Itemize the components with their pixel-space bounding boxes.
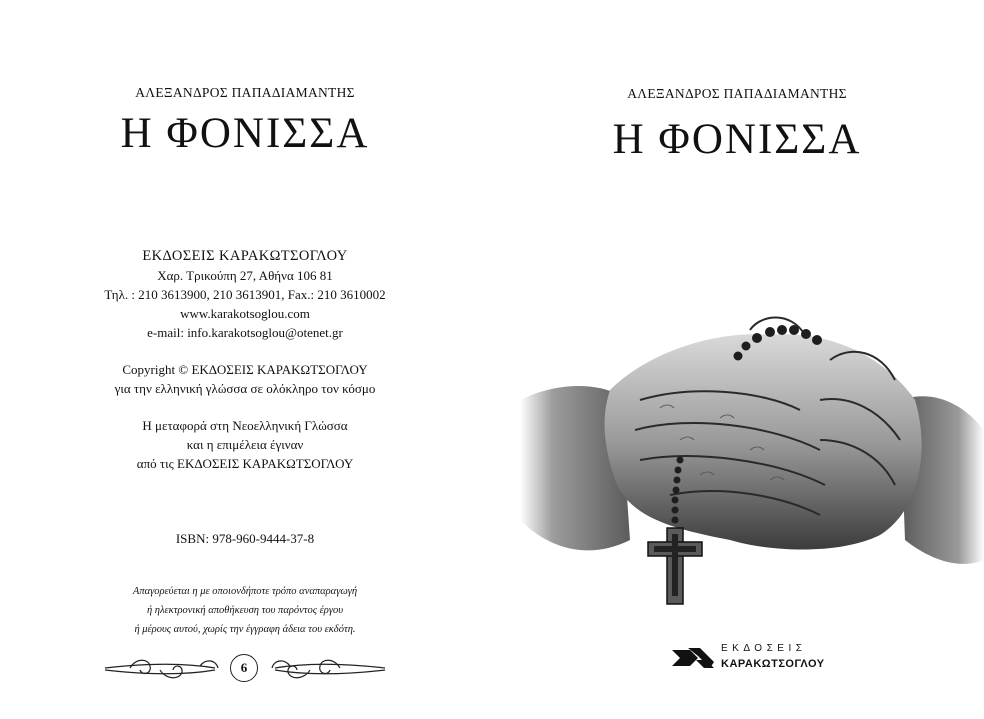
notice-line-1: Απαγορεύεται η με οποιονδήποτε τρόπο αναπαραγωγή bbox=[132, 586, 358, 597]
publisher-phones: Τηλ. : 210 3613900, 210 3613901, Fax.: 210 3610002 bbox=[104, 287, 386, 302]
notice-line-2: ή ηλεκτρονική αποθήκευση του παρόντος έργου bbox=[146, 605, 344, 616]
publisher-website: www.karakotsoglou.com bbox=[180, 306, 310, 321]
left-page bbox=[0, 0, 490, 719]
right-page bbox=[490, 0, 984, 719]
logo-text-publishing: ΕΚΔΟΣΕΙΣ bbox=[721, 643, 807, 654]
book-title-cover: Η ΦΟΝΙΣΣΑ bbox=[612, 116, 862, 163]
translation-line-1: Η μεταφορά στη Νεοελληνική Γλώσσα bbox=[142, 418, 348, 433]
publisher-name: ΕΚΔΟΣΕΙΣ ΚΑΡΑΚΩΤΣΟΓΛΟΥ bbox=[142, 248, 348, 264]
book-title: Η ΦΟΝΙΣΣΑ bbox=[120, 110, 370, 157]
translation-line-3: από τις ΕΚΔΟΣΕΙΣ ΚΑΡΑΚΩΤΣΟΓΛΟΥ bbox=[136, 456, 354, 471]
isbn: ISBN: 978-960-9444-37-8 bbox=[175, 531, 315, 546]
author-name-cover: ΑΛΕΞΑΝΔΡΟΣ ΠΑΠΑΔΙΑΜΑΝΤΗΣ bbox=[627, 86, 847, 101]
publisher-logo bbox=[670, 642, 825, 678]
page-number-ornament bbox=[100, 648, 390, 688]
logo-text-name: ΚΑΡΑΚΩΤΣΟΓΛΟΥ bbox=[721, 658, 825, 670]
translation-line-2: και η επιμέλεια έγιναν bbox=[186, 437, 304, 452]
publisher-email: e-mail: info.karakotsoglou@otenet.gr bbox=[147, 325, 343, 340]
praying-hands-rosary-illustration bbox=[520, 290, 984, 610]
copyright-line: Copyright © ΕΚΔΟΣΕΙΣ ΚΑΡΑΚΩΤΣΟΓΛΟΥ bbox=[122, 362, 368, 377]
publisher-address: Χαρ. Τρικούπη 27, Αθήνα 106 81 bbox=[157, 268, 333, 283]
page-number: 6 bbox=[230, 654, 258, 682]
publisher-logo-mark-icon bbox=[670, 644, 716, 672]
cross-icon bbox=[648, 528, 702, 604]
copyright-scope: για την ελληνική γλώσσα σε ολόκληρο τον κόσμο bbox=[114, 381, 376, 396]
author-name: ΑΛΕΞΑΝΔΡΟΣ ΠΑΠΑΔΙΑΜΑΝΤΗΣ bbox=[135, 85, 355, 100]
notice-line-3: ή μέρους αυτού, χωρίς την έγγραφη άδεια του εκδότη. bbox=[134, 624, 356, 635]
